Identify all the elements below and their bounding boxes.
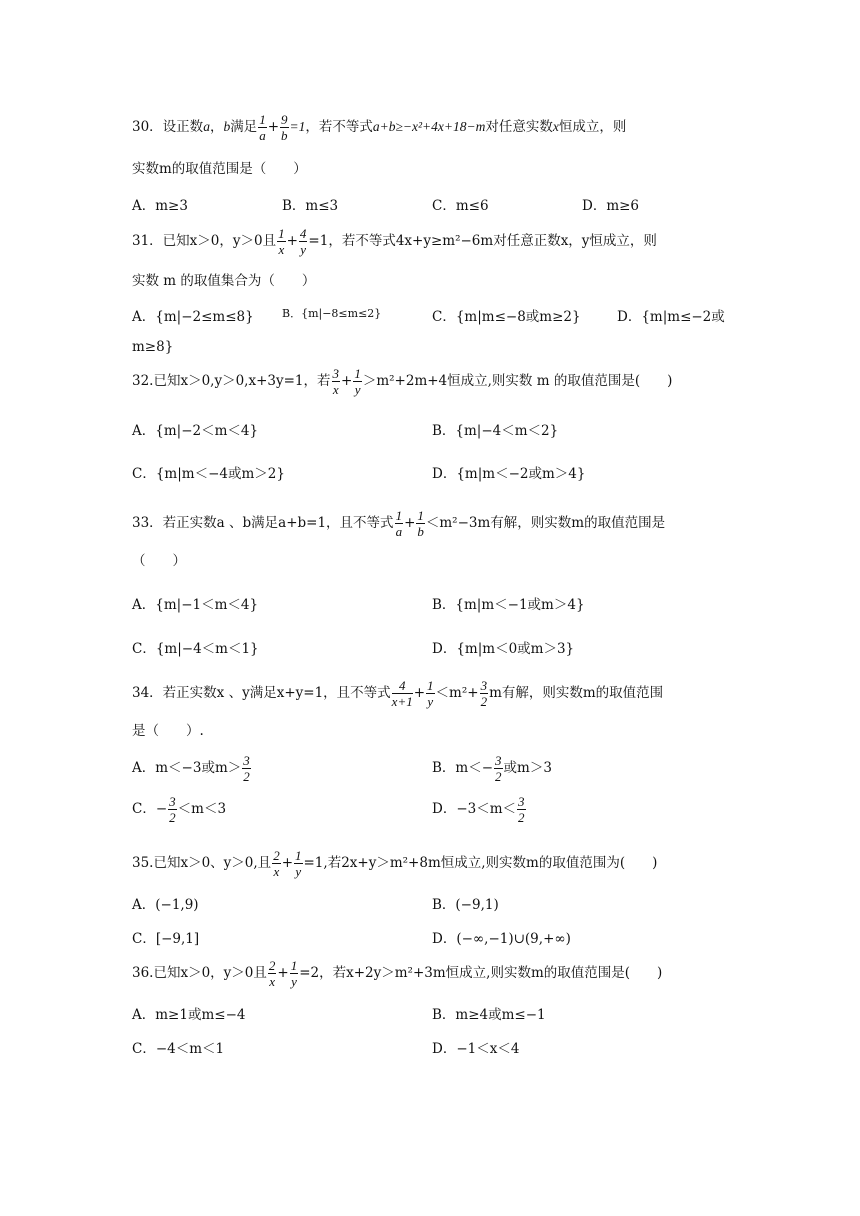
q33-text: ＜m²−3m有解，则实数m的取值范围是	[425, 515, 666, 531]
fraction	[277, 226, 286, 257]
fraction	[299, 226, 308, 257]
q30-text: ，	[209, 119, 224, 135]
question-30-stem	[132, 112, 732, 143]
question-30-options	[132, 194, 732, 214]
q34-text: m有解，则实数m的取值范围	[489, 685, 664, 701]
q30-text: 对任意实数	[485, 119, 553, 135]
question-30	[132, 112, 732, 214]
option-b: B．{m|−8≤m≤2}	[282, 307, 382, 320]
question-31-stem	[132, 226, 732, 257]
q34-text: 34．若正实数x 、y满足x+y=1，且不等式	[132, 685, 391, 701]
option-d: D．{m|m＜0或m＞3}	[432, 641, 575, 657]
fraction-denominator: x	[269, 974, 276, 989]
q30-inequality: a+b≥−x²+4x+18−m	[372, 119, 486, 134]
fraction-numerator: 1	[295, 848, 302, 863]
fraction-numerator: 2	[268, 958, 276, 973]
fraction	[272, 848, 281, 879]
fraction-numerator: 4	[299, 226, 307, 241]
q31-text: y＞0且	[232, 233, 277, 249]
question-35-options-row1	[132, 893, 732, 913]
fraction	[353, 366, 362, 397]
fraction	[268, 958, 277, 989]
option-b: B．(−9,1)	[432, 897, 499, 913]
fraction-denominator: x	[273, 864, 280, 879]
q30-var: b	[223, 119, 231, 134]
option-a: A．m≥1或m≤−4	[132, 1007, 246, 1023]
option-c: C．m≤6	[432, 198, 489, 214]
fraction-denominator: x+1	[391, 694, 413, 709]
question-30-line2: 实数m的取值范围是（ ）	[132, 161, 307, 177]
fraction-numerator: 1	[354, 366, 361, 381]
option-a: A．m≥3	[132, 198, 188, 214]
question-33-options-row2	[132, 637, 732, 657]
q30-text: ，若不等式	[305, 119, 373, 135]
fraction	[280, 112, 289, 143]
option-c: C．{m|−4＜m＜1}	[132, 641, 259, 657]
question-32	[132, 366, 732, 482]
fraction-numerator: 9	[281, 112, 288, 127]
fraction-denominator: x	[332, 382, 339, 397]
fraction-denominator: a	[395, 524, 403, 539]
fraction-numerator: 1	[259, 112, 266, 127]
option-b: B．m≥4或m≤−1	[432, 1007, 546, 1023]
q30-text: 恒成立，则	[558, 119, 627, 135]
question-33-line2: （ ）	[132, 553, 186, 569]
q35-text: 35.已知x＞0、y＞0,且	[132, 855, 272, 871]
option-d	[432, 794, 732, 825]
question-31-line2: 实数 m 的取值集合为（ ）	[132, 273, 316, 289]
fraction-denominator: y	[354, 382, 361, 397]
plus-sign: +	[404, 515, 416, 531]
question-36-stem	[132, 958, 732, 989]
question-34-stem	[132, 678, 732, 709]
plus-sign: +	[277, 965, 289, 981]
option-b	[432, 753, 732, 784]
plus-sign: +	[281, 855, 293, 871]
option-a-text: A．m＜−3或m＞	[132, 760, 242, 776]
fraction	[242, 753, 251, 784]
q32-text: 32.已知x＞0,y＞0,x+3y=1，若	[132, 373, 331, 389]
q36-text: =2，若x+2y＞m²+3m恒成立,则实数m的取值范围是( )	[299, 965, 663, 981]
question-35	[132, 848, 732, 947]
option-c: C．−4＜m＜1	[132, 1041, 225, 1057]
option-c	[132, 794, 432, 825]
option-d: D．{m|m≤−2或	[617, 309, 725, 325]
fraction-numerator: 2	[273, 848, 280, 863]
fraction	[332, 366, 341, 397]
fraction	[426, 678, 435, 709]
option-b: B．{m|−4＜m＜2}	[432, 423, 559, 439]
plus-sign: +	[267, 119, 279, 135]
fraction	[517, 794, 526, 825]
fraction	[416, 508, 425, 539]
q31-text: 31．已知x＞0，	[132, 233, 233, 249]
fraction-numerator: 3	[243, 753, 250, 768]
q30-text: 30．设正数	[132, 119, 204, 135]
question-31	[132, 226, 732, 357]
fraction	[392, 678, 413, 709]
fraction	[480, 678, 489, 709]
q31-text: =1，若不等式4x+y≥m²−6m对任意正数x，y恒成立，则	[308, 233, 657, 249]
question-35-options-row2	[132, 927, 732, 947]
fraction-denominator: x	[278, 242, 285, 257]
fraction-numerator: 3	[169, 794, 176, 809]
fraction	[258, 112, 267, 143]
q32-text: ＞m²+2m+4恒成立,则实数 m 的取值范围是( )	[362, 373, 673, 389]
question-35-stem	[132, 848, 732, 879]
question-34-options-row1	[132, 753, 732, 784]
fraction-numerator: 1	[427, 678, 434, 693]
question-36-options-row2	[132, 1037, 732, 1057]
plus-sign: +	[286, 233, 298, 249]
fraction-numerator: 3	[518, 794, 525, 809]
fraction	[494, 753, 503, 784]
fraction	[395, 508, 404, 539]
fraction-denominator: y	[300, 242, 307, 257]
option-b: B．{m|m＜−1或m＞4}	[432, 597, 585, 613]
fraction-numerator: 1	[290, 958, 298, 973]
fraction-denominator: b	[417, 524, 424, 539]
fraction	[294, 848, 303, 879]
option-b-text: 或m＞3	[503, 760, 552, 776]
option-d: D．{m|m＜−2或m＞4}	[432, 466, 586, 482]
question-34-options-row2	[132, 794, 732, 825]
option-d: D．m≥6	[582, 198, 640, 214]
question-32-stem	[132, 366, 732, 397]
plus-sign: +	[341, 373, 353, 389]
fraction-denominator: 2	[495, 769, 502, 784]
option-c-text: C．−	[132, 801, 168, 817]
question-34-line2: 是（ ）.	[132, 723, 204, 739]
fraction-denominator: y	[427, 694, 434, 709]
fraction-denominator: 2	[480, 694, 488, 709]
fraction	[168, 794, 177, 825]
fraction-denominator: a	[259, 128, 266, 143]
fraction	[290, 958, 299, 989]
question-36-options-row1	[132, 1003, 732, 1023]
option-d-continued: m≥8}	[132, 339, 174, 355]
plus-sign: +	[413, 685, 426, 701]
fraction-denominator: y	[291, 974, 297, 989]
fraction-numerator: 3	[332, 366, 340, 381]
option-d: D．−1＜x＜4	[432, 1041, 520, 1057]
q30-var: a	[203, 119, 210, 134]
fraction-denominator: b	[281, 128, 288, 143]
fraction-numerator: 1	[395, 508, 403, 523]
option-c: C．{m|m≤−8或m≥2}	[432, 309, 581, 325]
q33-text: 33．若正实数a 、b满足a+b=1，且不等式	[132, 515, 394, 531]
fraction-denominator: 2	[243, 769, 250, 784]
fraction-numerator: 3	[495, 753, 502, 768]
option-a: A．{m|−1＜m＜4}	[132, 597, 259, 613]
option-b: B．m≤3	[282, 198, 339, 214]
q34-text: ＜m²+	[435, 685, 479, 701]
question-33-options-row1	[132, 593, 732, 613]
question-32-options-row2	[132, 462, 732, 482]
q36-text: 36.已知x＞0，y＞0且	[132, 965, 267, 981]
question-32-options-row1	[132, 419, 732, 439]
option-d: D．(−∞,−1)∪(9,+∞)	[432, 931, 571, 947]
option-d-text: D．−3＜m＜	[432, 801, 517, 817]
question-31-options	[132, 305, 732, 325]
option-b-text: B．m＜−	[432, 760, 494, 776]
fraction-numerator: 4	[392, 678, 413, 694]
option-c: C．[−9,1]	[132, 931, 200, 947]
option-c: C．{m|m＜−4或m＞2}	[132, 466, 285, 482]
q30-text: 满足	[230, 119, 258, 135]
question-34	[132, 678, 732, 825]
option-a	[132, 753, 432, 784]
fraction-numerator: 1	[417, 508, 424, 523]
option-a: A．(−1,9)	[132, 897, 199, 913]
option-a: A．{m|−2≤m≤8}	[132, 309, 254, 325]
question-36	[132, 958, 732, 1057]
fraction-numerator: 1	[278, 226, 285, 241]
fraction-numerator: 3	[480, 678, 488, 693]
fraction-denominator: 2	[518, 810, 525, 825]
option-c-text: ＜m＜3	[177, 801, 227, 817]
question-33-stem	[132, 508, 732, 539]
question-33	[132, 508, 732, 657]
q30-eq: =1	[289, 119, 306, 134]
fraction-denominator: y	[295, 864, 302, 879]
option-a: A．{m|−2＜m＜4}	[132, 423, 259, 439]
q35-text: =1,若2x+y＞m²+8m恒成立,则实数m的取值范围为( )	[303, 855, 658, 871]
fraction-denominator: 2	[169, 810, 176, 825]
q30-var: x	[552, 119, 559, 134]
